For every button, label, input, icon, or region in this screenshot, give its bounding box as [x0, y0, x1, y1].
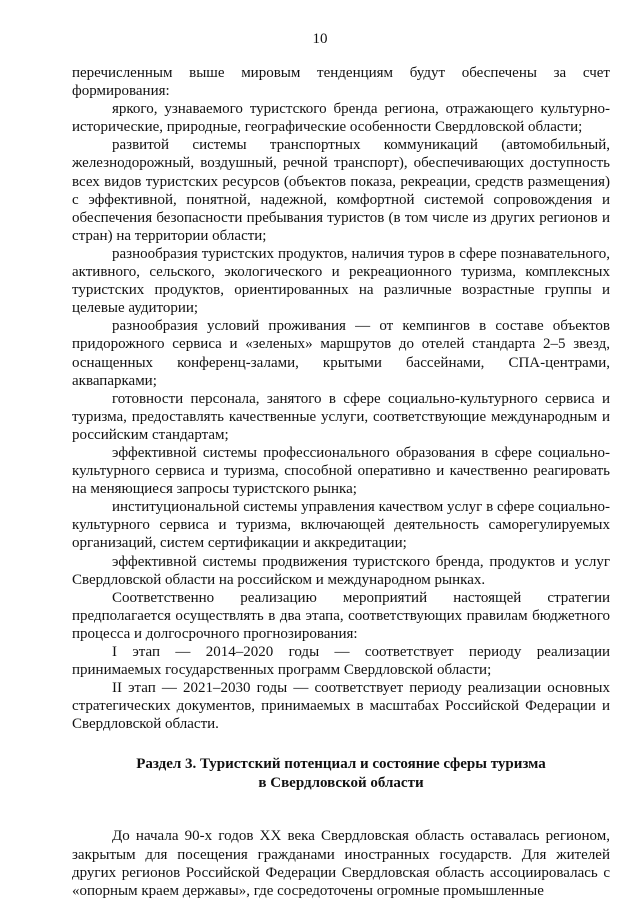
paragraph-personnel: готовности персонала, занятого в сфере социально-культурного сервиса и туризма, предоставлять качественные услуги, соответствующие международным и российским стандартам;: [72, 390, 610, 443]
paragraph-stages-intro: Соответственно реализацию мероприятий настоящей стратегии предполагается осуществлять в два этапа, соответствующих правилам бюджетного процесса и долгосрочного прогнозирования:: [72, 589, 610, 642]
paragraph-brand: яркого, узнаваемого туристского бренда региона, отражающего культурно-исторические, природные, географические особенности Свердловской области;: [72, 101, 610, 136]
paragraph-transport: развитой системы транспортных коммуникаций (автомобильный, железнодорожный, воздушный, речной транспорт), обеспечивающих доступность всех видов туристских ресурсов (объектов показа, рекреации, средств размещения) с эффективной, понятной, надежной, комфортной системой сопровождения и обеспечения безопасности пребывания туристов (в том числе из других регионов и стран) на территории области;: [72, 137, 610, 244]
paragraph-intro: перечисленным выше мировым тенденциям будут обеспечены за счет формирования:: [72, 65, 610, 100]
paragraph-products: разнообразия туристских продуктов, наличия туров в сфере познавательного, активного, сельского, экологического и рекреационного туризма, комплексных туристских продуктов, ориентированных на различные возрастные группы и целевые аудитории;: [72, 245, 610, 317]
page-number: 10: [312, 31, 328, 47]
section-heading-line-1: Раздел 3. Туристский потенциал и состояние сферы туризма: [136, 756, 546, 773]
paragraph-history: До начала 90-х годов XX века Свердловская область оставалась регионом, закрытым для посещения гражданами иностранных государств. Для жителей других регионов Российской Федерации Свердловская область ассоциировалась с «опорным краем державы», где сосредоточены огромные промышленные: [72, 828, 610, 899]
paragraph-accommodation: разнообразия условий проживания — от кемпингов в составе объектов придорожного сервиса и «зеленых» маршрутов до отелей стандарта 2–5 звезд, оснащенных конференц-залами, крытыми бассейнами, СПА-центрами, аквапарками;: [72, 318, 610, 389]
paragraph-quality-management: институциональной системы управления качеством услуг в сфере социально-культурного сервиса и туризма, включающей деятельность саморегулируемых организаций, систем сертификации и аккредитации;: [72, 499, 610, 552]
paragraph-promotion: эффективной системы продвижения туристского бренда, продуктов и услуг Свердловской области на российском и международном рынках.: [72, 553, 610, 588]
document-body: [72, 64, 610, 900]
paragraph-stage-1: I этап — 2014–2020 годы — соответствует периоду реализации принимаемых государственных программ Свердловской области;: [72, 644, 610, 679]
section-heading: [72, 755, 610, 793]
section-heading-line-2: в Свердловской области: [258, 775, 424, 792]
paragraph-education: эффективной системы профессионального образования в сфере социально-культурного сервиса и туризма, способной оперативно и качественно реагировать на меняющиеся запросы туристского рынка;: [72, 444, 610, 498]
paragraph-stage-2: II этап — 2021–2030 годы — соответствует периоду реализации основных стратегических документов, принимаемых в масштабах Российской Федерации и Свердловской области.: [72, 680, 610, 733]
